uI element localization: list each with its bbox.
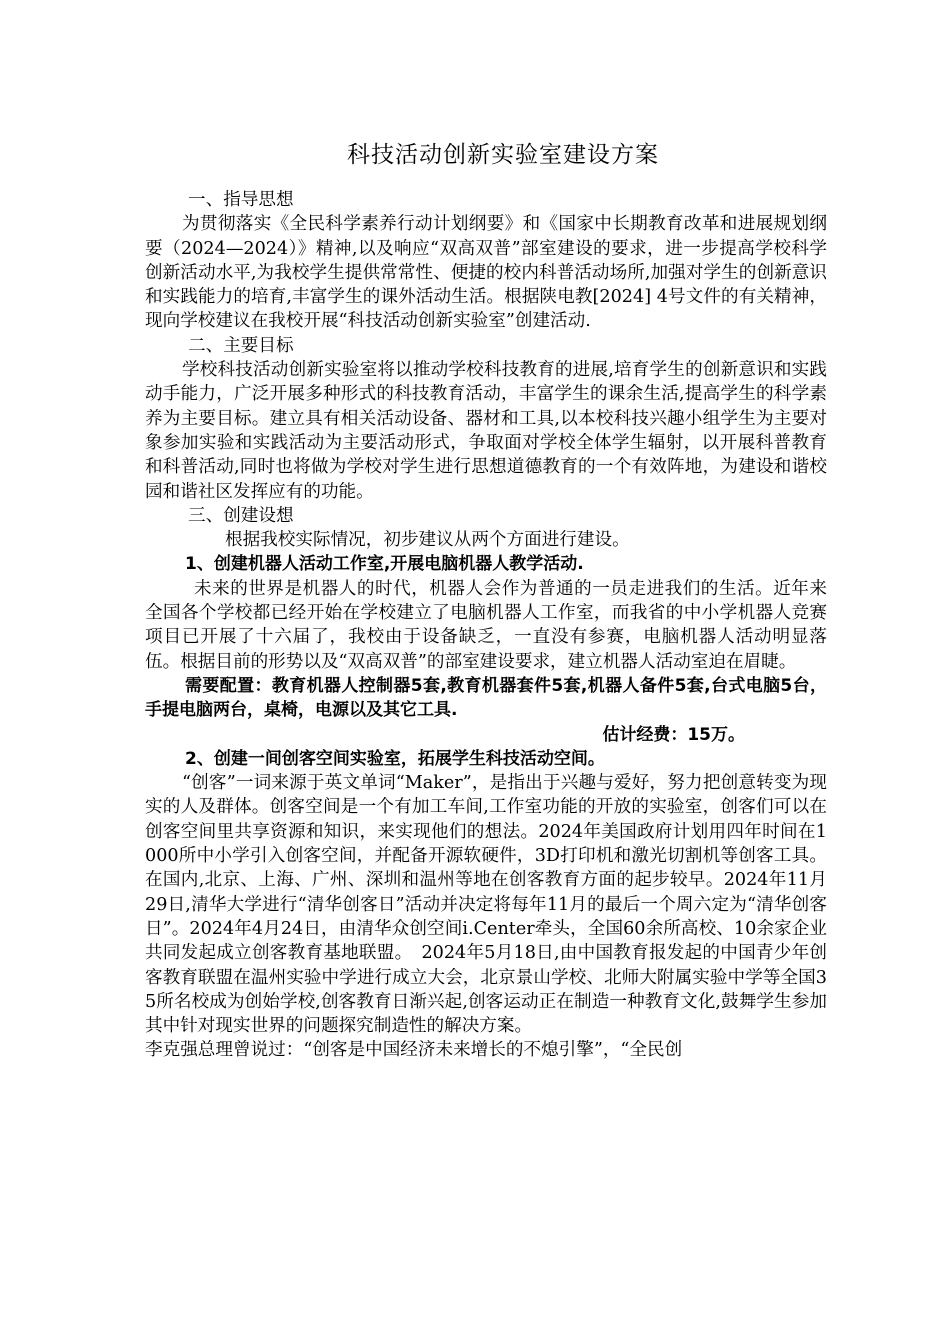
section-heading-main-goals: 二、主要目标 (188, 335, 294, 356)
section-body-main-goals: 学校科技活动创新实验室将以推动学校科技教育的进展,培育学生的创新意识和实践动手能力，广泛开展多种形式的科技教育活动，丰富学生的课余生活,提高学生的科学素养为主要目标。建立具有相关活动设备、器材和工具,以本校科技兴趣小组学生为主要对象参加实验和实践活动为主要活动形式，争取面对学校全体学生辐射，以开展科普教育和科普活动,同时也将做为学校对学生进行思想道德教育的一个有效阵地，为建设和谐校园和谐社区发挥应有的功能。 (145, 360, 827, 502)
closing-paragraph: 李克强总理曾说过：“创客是中国经济未来增长的不熄引擎”，“全民创 (145, 1040, 683, 1061)
document-body (145, 138, 827, 1063)
section-intro-construction-plan: 根据我校实际情况，初步建议从两个方面进行建设。 (225, 530, 630, 551)
item-heading-robot-studio: 1、创建机器人活动工作室,开展电脑机器人教学活动. (185, 554, 584, 575)
document-title: 科技活动创新实验室建设方案 (347, 142, 659, 168)
item-cost-robot-studio: 估计经费：15万。 (602, 724, 745, 745)
item-body-maker-space: “创客”一词来源于英文单词“Maker”，是指出于兴趣与爱好，努力把创意转变为现实的人及群体。创客空间是一个有加工车间,工作室功能的开放的实验室，创客们可以在创客空间里共享资源和知识，来实现他们的想法。2024年美国政府计划用四年时间在1000所中小学引入创客空间，并配备开源软硬件，3D打印机和激光切割机等创客工具。在国内,北京、上海、广州、深圳和温州等地在创客教育方面的起步较早。2024年11月29日,清华大学进行“清华创客日”活动并决定将每年11月的最后一个周六定为“清华创客日”。2024年4月24日，由清华众创空间i.Center牵头，全国60余所高校、10余家企业共同发起成立创客教育基地联盟。 2024年5月18日,由中国教育报发起的中国青少年创客教育联盟在温州实验中学进行成立大会，北京景山学校、北师大附属实验中学等全国35所名校成为创始学校,创客教育日渐兴起,创客运动正在制造一种教育文化,鼓舞学生参加其中针对现实世界的问题探究制造性的解决方案。 (145, 773, 827, 1037)
section-heading-guiding-ideology: 一、指导思想 (188, 190, 294, 210)
section-heading-construction-plan: 三、创建设想 (188, 505, 294, 526)
section-body-guiding-ideology: 为贯彻落实《全民科学素养行动计划纲要》和《国家中长期教育改革和进展规划纲要（2024—2024）》精神,以及响应“双高双普”部室建设的要求，进一步提高学校科学创新活动水平,为我校学生提供常常性、便捷的校内科普活动场所,加强对学生的创新意识和实践能力的培育,丰富学生的课外活动生活。根据陕电教[2024] 4号文件的有关精神，现向学校建议在我校开展“科技活动创新实验室”创建活动. (145, 214, 827, 332)
item-heading-maker-space: 2、创建一间创客空间实验室，拓展学生科技活动空间。 (185, 748, 605, 769)
item-body-robot-studio: 未来的世界是机器人的时代，机器人会作为普通的一员走进我们的生活。近年来全国各个学校都已经开始在学校建立了电脑机器人工作室，而我省的中小学机器人竞赛项目已开展了十六届了，我校由于设备缺乏，一直没有参赛，电脑机器人活动明显落伍。根据目前的形势以及“双高双普”的部室建设要求，建立机器人活动室迫在眉睫。 (145, 578, 827, 672)
item-config-robot-studio: 需要配置：教育机器人控制器5套,教育机器套件5套,机器人备件5套,台式电脑5台，手提电脑两台，桌椅，电源以及其它工具. (145, 675, 827, 721)
